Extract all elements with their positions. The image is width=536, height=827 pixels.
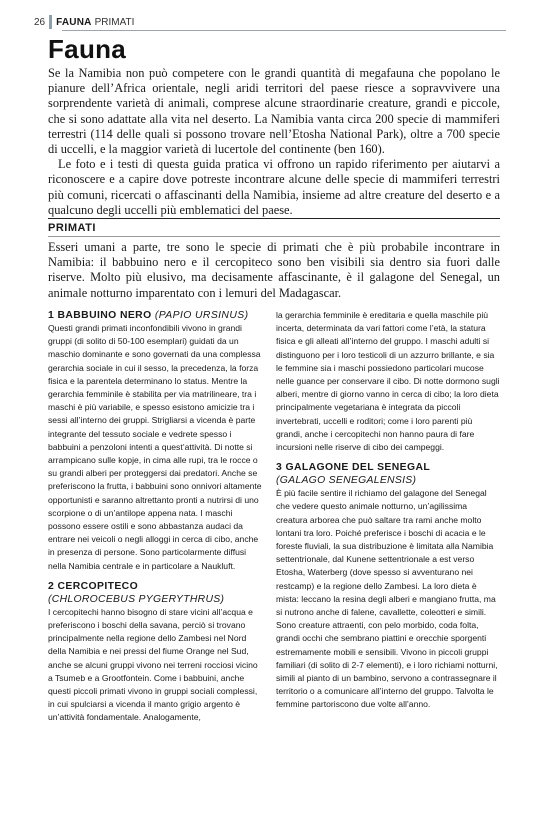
entry-latin-name: (PAPIO URSINUS) bbox=[154, 310, 249, 321]
entry-text-babbuino: Questi grandi primati inconfondibili vivono in grandi gruppi (di solito di 50-100 esemplari) guidati da un maschio dominante e sono governati da una complessa gerarchia sociale in cui il sesso, la precedenza, la forza fisica e la parentela determinano lo status. Mentre la gerarchia femminile è stabilita per via matrilineare, tra i maschi è più variabile, e spesso esistono amicizie tra i sessi all’interno dei gruppi. Strigliarsi a vicenda è parte integrante del tessuto sociale e vedrete spesso i babbuini a penzoloni intenti a quest’attività. Di notte si arrampicano sulle kopje, in cima alle rupi, tra le rocce o su grandi alberi per proteggersi dai predatori. Anche se preferiscono la frutta, i babbuini sono onnivori altamente opportunisti e saranno altrettanto pronti a nutrirsi di uno scorpione o di un’antilope appena nata. I maschi possono essere ostili e sono abbastanza audaci da entrare nei veicoli o negli alloggi in cerca di cibo, anche in presenza di persone. Sono particolarmente diffusi nella Namibia centrale e in particolare a Naukluft. bbox=[48, 323, 262, 571]
entry-title-cercopiteco: 2 CERCOPITECO bbox=[48, 580, 139, 592]
intro-paragraph: Le foto e i testi di questa guida pratica vi offrono un rapido riferimento per aiutarvi a riconoscere e a capire dove potreste incontrare alcune delle specie di mammiferi terrestri più comuni, ricercati o affascinanti della Namibia, insieme ad altre creature del deserto e a qualcuno degli uccelli più emblematici del paese. bbox=[48, 157, 500, 217]
primati-intro: Esseri umani a parte, tre sono le specie di primati che è più probabile incontrare in Namibia: il babbuino nero e il cercopiteco sono ben visibili sia dentro sia fuori dalle riserve. Molto più elusivo, ma decisamente affascinante, è il galagone del Senegal, un animale notturno imparentato con i lemuri del Madagascar. bbox=[48, 240, 500, 300]
header-rule bbox=[62, 30, 506, 31]
header-section: FAUNA bbox=[56, 16, 92, 28]
entry-latin-name: (CHLOROCEBUS PYGERYTHRUS) bbox=[48, 593, 225, 605]
entry-title-text: 1 BABBUINO NERO bbox=[48, 310, 152, 321]
entry-title-galagone: 3 GALAGONE DEL SENEGAL bbox=[276, 462, 431, 474]
primati-rule-top bbox=[48, 218, 500, 219]
entry-text-cercopiteco: I cercopitechi hanno bisogno di stare vicini all’acqua e preferiscono i boschi della savana, perciò si trovano principalmente nella regione dello Zambesi nel Nord della Namibia e nei pressi del fiume Orange nel Sud, anche se alcuni gruppi vivono nei terreni rocciosi vicino a Tsumeb e a Grootfontein. Come i babbuini, anche questi piccoli primati vivono in gruppi sociali complessi, in cui spulciarsi a vicenda il manto grigio argento è un’attività fondamentale. Analogamente, bbox=[48, 606, 258, 723]
entry-text-galagone: È più facile sentire il richiamo del galagone del Senegal che vedere questo animale notturno, un’agilissima creatura arborea che può saltare tra rami anche molto lontani tra loro. Poiché preferisce i boschi di acacia e le foreste fluviali, la sua distribuzione è limitata alla Namibia settentrionale, dal Kunene settentrionale a est verso Etosha, Waterberg (dove spesso si avventurano nei restcamp) e la regione dello Zambesi. La loro dieta è mista: leccano la resina degli alberi e mangiano frutta, ma si nutrono anche di falene, cavallette, coleotteri e simili. Sono creature attraenti, con pelo morbido, coda folta, grandi occhi che sembrano piattini e orecchie sporgenti estremamente mobili e sensibili. Vivono in piccoli gruppi familiari (di solito di 2-7 elementi), e i loro richiami notturni, simili al pianto di un bambino, servono a contrassegnare il territorio o a comunicare all’interno del gruppo. Talvolta le femmine partoriscono due volte all’anno. bbox=[276, 488, 498, 710]
entry-title-babbuino bbox=[48, 309, 264, 322]
primati-heading: PRIMATI bbox=[48, 222, 96, 234]
intro-paragraph: Se la Namibia non può competere con le grandi quantità di megafauna che popolano le pianure dell’Africa orientale, negli aridi territori del paese riesce a sopravvivere una sorprendente varietà di animali, comprese alcune straordinarie creature, grandi e piccole, che si sono adattate alla vita nel deserto. La Namibia vanta circa 200 specie di mammiferi terrestri (114 delle quali si possono trovare nell’Etosha National Park), oltre a 700 specie di uccelli, e la maggior varietà di lucertole del continente (ben 160). bbox=[48, 66, 500, 157]
entry-text-cercopiteco-continued: la gerarchia femminile è ereditaria e quella maschile più incerta, determinata da vari fattori come l’età, la statura fisica e gli alleati all’interno del gruppo. I maschi adulti si distinguono per i loro testicoli di un azzurro brillante, e sia le femmine sia i maschi possiedono particolari mucose nelle guance per conservare il cibo. Di notte dormono sugli alberi, mentre di giorno vanno in cerca di cibo; la loro dieta principalmente vegetariana è integrata da piccoli invertebrati, uccelli e roditori; come i loro parenti più grandi, anche i cercopitechi non hanno paura di fare incursioni nelle riserve di cibo dei campeggi. bbox=[276, 310, 500, 453]
page-number: 26 bbox=[34, 16, 46, 28]
entry-latin-name: (GALAGO SENEGALENSIS) bbox=[276, 475, 417, 487]
primati-rule-bottom bbox=[48, 236, 500, 237]
page-title: Fauna bbox=[48, 34, 127, 64]
column-right bbox=[276, 309, 500, 712]
running-head bbox=[34, 14, 506, 30]
header-subsection: PRIMATI bbox=[94, 16, 135, 28]
header-accent-bar bbox=[49, 15, 52, 29]
intro-text bbox=[48, 66, 500, 218]
column-left bbox=[48, 309, 264, 725]
